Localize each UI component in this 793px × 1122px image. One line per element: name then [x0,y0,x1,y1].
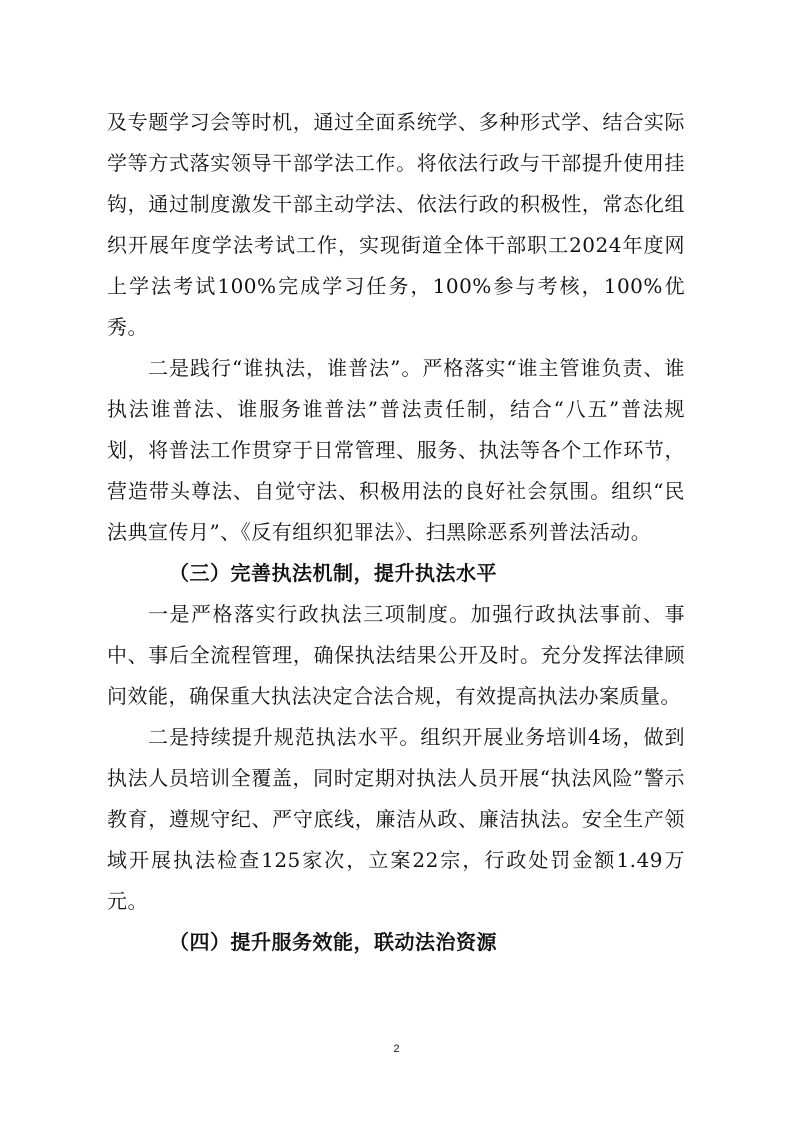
document-body [107,102,685,963]
section-heading-three: （三）完善执法机制，提升执法水平 [169,561,497,585]
section-heading-four: （四）提升服务效能，联动法治资源 [169,930,497,954]
paragraph-standardized-enforcement: 二是持续提升规范执法水平。组织开展业务培训4场，做到执法人员培训全覆盖，同时定期对执法人员开展“执法风险”警示教育，遵规守纪、严守底线，廉洁从政、廉洁执法。安全生产领域开展执法检查125家次，立案22宗，行政处罚金额1.49万元。 [107,725,685,913]
paragraph-study-law: 及专题学习会等时机，通过全面系统学、多种形式学、结合实际学等方式落实领导干部学法工作。将依法行政与干部提升使用挂钩，通过制度激发干部主动学法、依法行政的积极性，常态化组织开展年度学法考试工作，实现街道全体干部职工2024年度网上学法考试100%完成学习任务，100%参与考核，100%优秀。 [107,110,685,339]
paragraph-law-enforcement-publicity: 二是践行“谁执法，谁普法”。严格落实“谁主管谁负责、谁执法谁普法、谁服务谁普法”普法责任制，结合“八五”普法规划，将普法工作贯穿于日常管理、服务、执法等各个工作环节，营造带头尊法、自觉守法、积极用法的良好社会氛围。组织“民法典宣传月”、《反有组织犯罪法》、扫黑除恶系列普法活动。 [107,356,685,544]
paragraph-three-systems: 一是严格落实行政执法三项制度。加强行政执法事前、事中、事后全流程管理，确保执法结果公开及时。充分发挥法律顾问效能，确保重大执法决定合法合规，有效提高执法办案质量。 [107,602,685,708]
page-number: 2 [393,1043,400,1055]
